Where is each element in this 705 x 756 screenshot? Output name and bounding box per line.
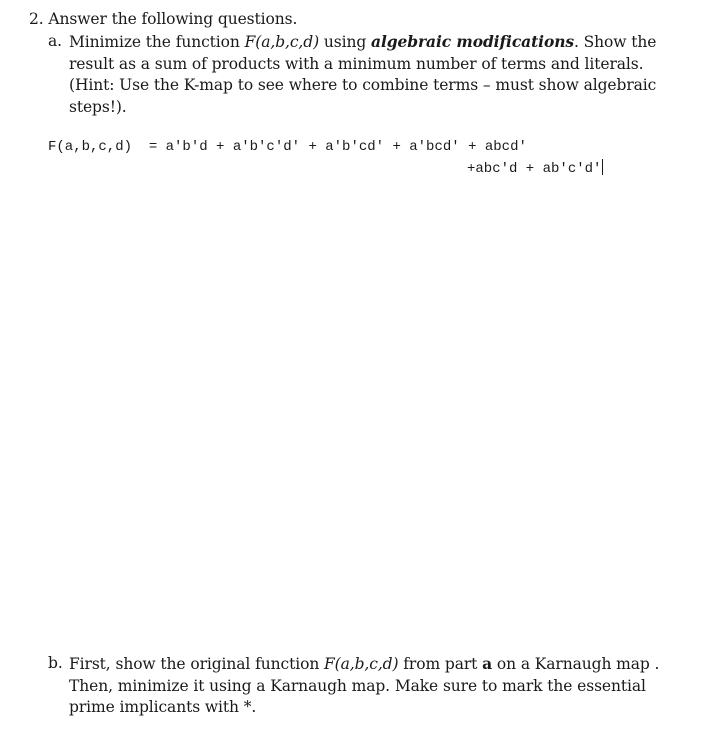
part-b-text <box>69 653 688 719</box>
function-name: F(a,b,c,d) <box>244 33 320 51</box>
part-a-text <box>69 31 688 118</box>
part-a <box>48 31 688 118</box>
function-name: F(a,b,c,d) <box>324 655 399 673</box>
function-equation[interactable] <box>48 136 688 202</box>
text-cursor <box>602 159 603 175</box>
part-b-text-2: from part <box>398 655 483 673</box>
equation-line-2 <box>467 158 603 180</box>
question-heading: 2. Answer the following questions. <box>29 10 298 28</box>
part-a-text-3: . Show the result as a sum of products with a minimum number of terms and literals. (Hint: Use the K-map to see where to combine terms – must show algebraic steps!). <box>69 33 657 116</box>
part-a-text-1: Minimize the function <box>69 33 245 51</box>
part-b-marker: b. <box>48 654 63 672</box>
part-reference: a <box>482 654 493 673</box>
part-a-marker: a. <box>48 32 62 50</box>
method-emphasis: algebraic modifications <box>371 32 574 51</box>
part-b-text-3: on a Karnaugh map . Then, minimize it using a Karnaugh map. Make sure to mark the essential prime implicants with *. <box>69 655 660 716</box>
part-b-text-1: First, show the original function <box>69 655 325 673</box>
part-b <box>48 653 688 719</box>
equation-line-2-text: +abc'd + ab'c'd' <box>467 161 602 177</box>
part-a-text-2: using <box>319 33 371 51</box>
equation-line-1: F(a,b,c,d) = a'b'd + a'b'c'd' + a'b'cd' + a'bcd' + abcd' <box>48 139 527 155</box>
